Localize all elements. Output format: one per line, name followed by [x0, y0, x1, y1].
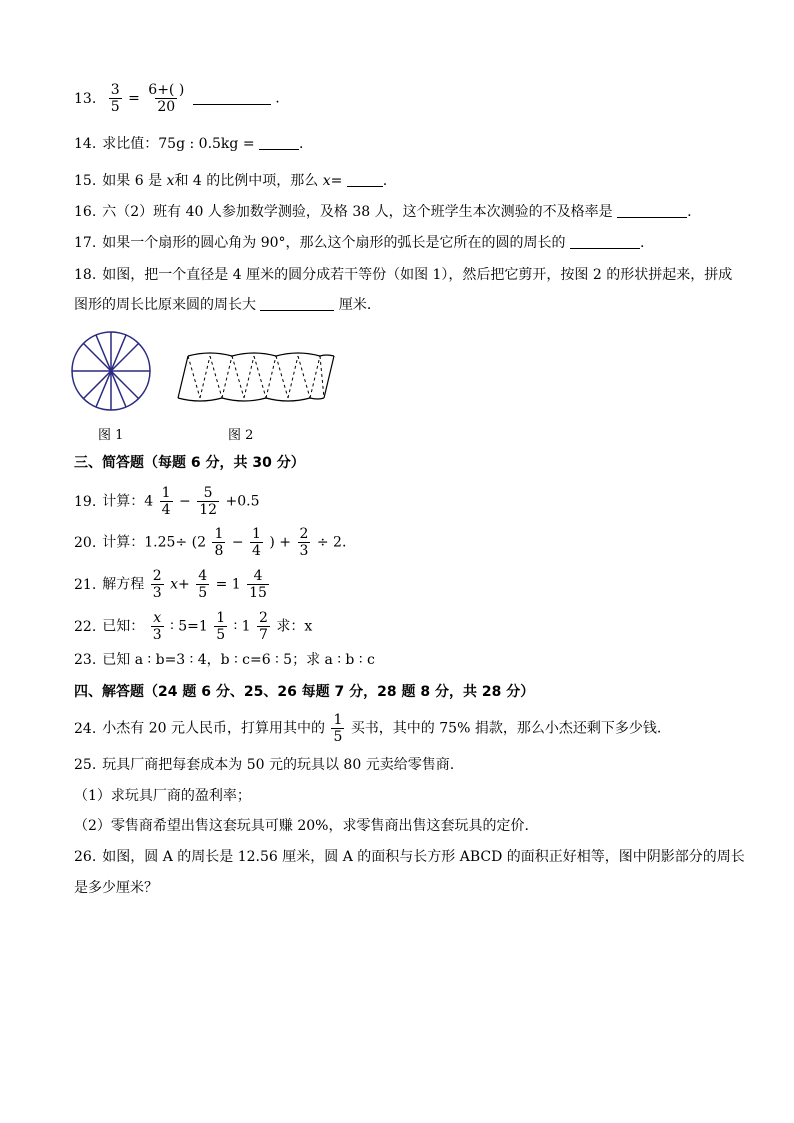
question-25-part-2: （2）零售商希望出售这套玩具可赚 20%，求零售商出售这套玩具的定价.	[74, 818, 529, 834]
answer-blank[interactable]	[347, 172, 383, 187]
fraction: $\frac{1}{5}$	[216, 610, 226, 643]
question-23: 23. 已知 a ∶ b=3 ∶ 4，b ∶ c=6 ∶ 5；求 a ∶ b ∶ c	[74, 652, 375, 668]
answer-blank[interactable]	[259, 135, 299, 150]
question-15: 15. 如果 6 是 x和 4 的比例中项，那么 x= .	[74, 173, 388, 189]
section-3-heading: 三、简答题（每题 6 分，共 30 分）	[74, 455, 305, 471]
question-14: 14. 求比值：75g : 0.5kg = .	[74, 136, 304, 152]
fraction: $\frac{1}{4}$	[161, 485, 171, 518]
fraction: $\frac{2}{3}$	[152, 568, 162, 601]
fraction: $\frac{1}{8}$	[214, 526, 224, 559]
fraction: $\frac{4}{15}$	[249, 568, 267, 601]
question-26-line2: 是多少厘米？	[74, 880, 158, 896]
question-19: 19. 计算：4 $\frac{1}{4}$ − $\frac{5}{12}$ +0.5	[74, 485, 260, 518]
fraction: $\frac{3}{5}$	[110, 82, 120, 115]
section-4-heading: 四、解答题（24 题 6 分、25、26 每题 7 分，28 题 8 分，共 28 分）	[74, 684, 535, 700]
question-20: 20. 计算：1.25÷ (2 $\frac{1}{8}$ − $\frac{1}{4}$ ) + $\frac{2}{3}$ ÷ 2.	[74, 526, 347, 559]
answer-blank[interactable]	[193, 90, 271, 105]
answer-blank[interactable]	[570, 234, 640, 249]
question-25-part-1: （1）求玩具厂商的盈利率；	[74, 788, 251, 804]
question-26-line1: 26. 如图，圆 A 的周长是 12.56 厘米，圆 A 的面积与长方形 ABCD 的面积正好相等，图中阴影部分的周长	[74, 849, 745, 865]
figure-1-circle	[68, 328, 154, 414]
figure-1-caption: 图 1	[98, 428, 124, 443]
figure-2-rearranged-shape	[174, 348, 338, 410]
question-21: 21. 解方程 $\frac{2}{3}$ x+ $\frac{4}{5}$ = 1 $\frac{4}{15}$	[74, 568, 267, 601]
question-22: 22. 已知： $\frac{x}{3}$ ∶ 5=1 $\frac{1}{5}$ ∶ 1 $\frac{2}{7}$ 求：x	[74, 610, 313, 643]
question-18-line1: 18. 如图，把一个直径是 4 厘米的圆分成若干等份（如图 1），然后把它剪开，按图 2 的形状拼起来，拼成	[74, 267, 733, 283]
figure-2-caption: 图 2	[228, 428, 254, 443]
question-16: 16. 六（2）班有 40 人参加数学测验，及格 38 人，这个班学生本次测验的不及格率是 .	[74, 204, 692, 220]
fraction: $\frac{2}{7}$	[259, 610, 268, 643]
question-24: 24. 小杰有 20 元人民币，打算用其中的 $\frac{1}{5}$ 买书，其中的 75% 捐款，那么小杰还剩下多少钱.	[74, 712, 662, 745]
question-13: 13. $\frac{3}{5}$ = $\frac{6+( )}{20}$ .	[74, 82, 280, 115]
fraction: $\frac{4}{5}$	[198, 568, 208, 601]
answer-blank[interactable]	[260, 296, 334, 311]
fraction: $\frac{x}{3}$	[152, 610, 162, 643]
fraction: $\frac{1}{5}$	[333, 712, 343, 745]
question-18-line2: 图形的周长比原来圆的周长大 厘米.	[74, 297, 372, 313]
fraction: $\frac{6+( )}{20}$	[148, 82, 185, 115]
question-17: 17. 如果一个扇形的圆心角为 90°，那么这个扇形的弧长是它所在的圆的周长的 .	[74, 235, 645, 251]
answer-blank[interactable]	[617, 203, 687, 218]
fraction: $\frac{5}{12}$	[199, 485, 218, 518]
fraction: $\frac{2}{3}$	[299, 526, 309, 559]
question-25: 25. 玩具厂商把每套成本为 50 元的玩具以 80 元卖给零售商.	[74, 757, 455, 773]
fraction: $\frac{1}{4}$	[252, 526, 261, 559]
